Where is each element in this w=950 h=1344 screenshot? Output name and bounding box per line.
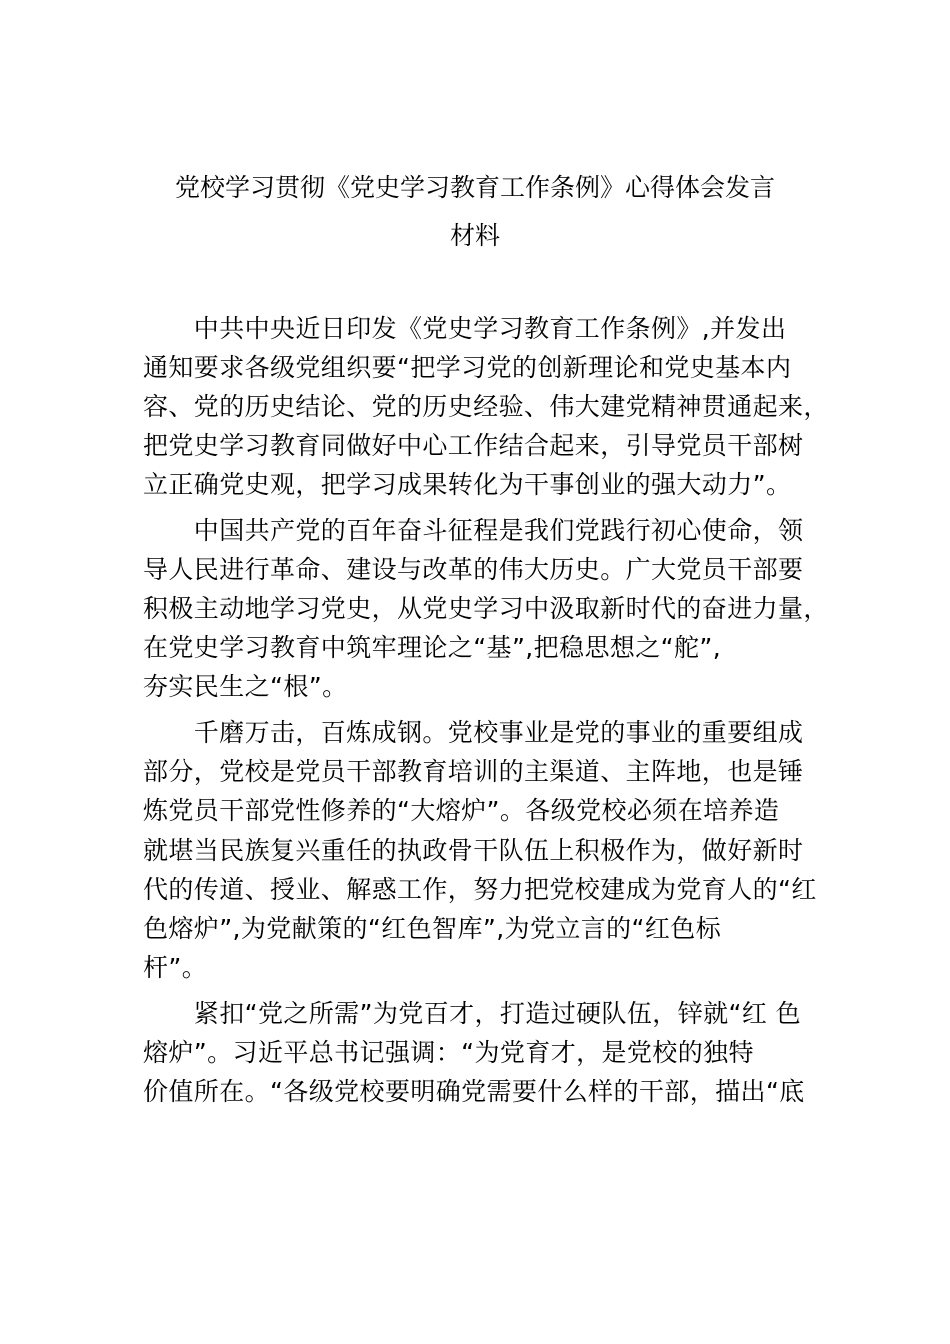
body-line: 容、党的历史结论、党的历史经验、伟大建党精神贯通起来， [143, 392, 829, 421]
document-title-line-2: 材料 [449, 221, 500, 250]
body-line: 通知要求各级党组织要“把学习党的创新理论和党史基本内 [143, 353, 792, 382]
body-line: 价值所在。“各级党校要明确党需要什么样的干部，描出“底 [143, 1077, 805, 1106]
body-line: 在党史学习教育中筑牢理论之“基”,把稳思想之“舵”, [143, 633, 722, 662]
body-line: 色熔炉”,为党献策的“红色智库”,为党立言的“红色标 [143, 914, 722, 943]
body-line: 积极主动地学习党史，从党史学习中汲取新时代的奋进力量， [143, 594, 829, 623]
body-line: 杆”。 [143, 953, 208, 982]
body-line: 夯实民生之“根”。 [143, 672, 348, 701]
body-line: 代的传道、授业、解惑工作，努力把党校建成为党育人的“红 [143, 875, 817, 904]
body-line: 炼党员干部党性修养的“大熔炉”。各级党校必须在培养造 [143, 796, 780, 825]
body-line: 中共中央近日印发《党史学习教育工作条例》,并发出 [143, 314, 787, 343]
body-line: 把党史学习教育同做好中心工作结合起来，引导党员干部树 [143, 431, 804, 460]
body-line: 千磨万击，百炼成钢。党校事业是党的事业的重要组成 [143, 718, 804, 747]
body-line: 就堪当民族复兴重任的执政骨干队伍上积极作为，做好新时 [143, 836, 804, 865]
body-line: 熔炉”。习近平总书记强调：“为党育才，是党校的独特 [143, 1038, 754, 1067]
body-line: 立正确党史观，把学习成果转化为干事创业的强大动力”。 [143, 470, 792, 499]
body-line: 部分，党校是党员干部教育培训的主渠道、主阵地，也是锤 [143, 757, 804, 786]
document-title-line-1: 党校学习贯彻《党史学习教育工作条例》心得体会发言 [174, 173, 775, 202]
body-line: 导人民进行革命、建设与改革的伟大历史。广大党员干部要 [143, 555, 804, 584]
body-line: 中国共产党的百年奋斗征程是我们党践行初心使命，领 [143, 516, 804, 545]
body-line: 紧扣“党之所需”为党百才，打造过硬队伍，锌就“红 色 [143, 999, 802, 1028]
